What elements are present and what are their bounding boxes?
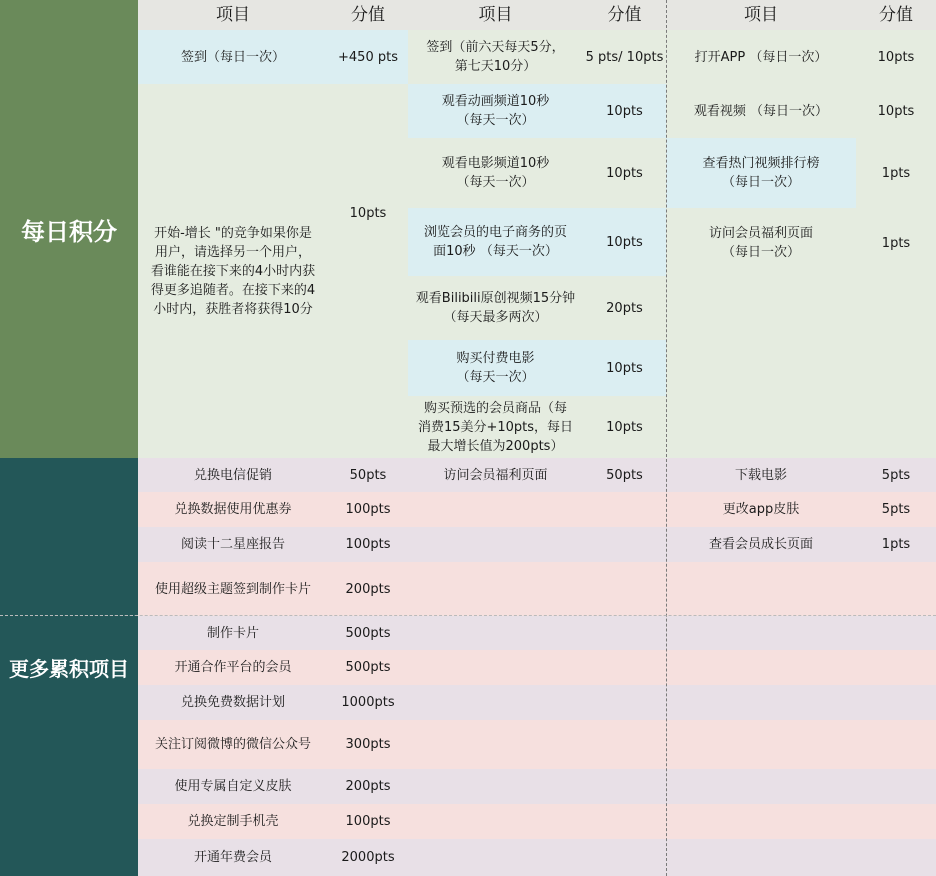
table-row: 访问会员福利页面 （每日一次） [666,208,856,278]
table-row: 兑换电信促销 [193,467,272,483]
table-row: 观看Bilibili原创视频15分钟 （每天最多两次） [408,276,583,340]
header-value-3: 分值 [856,0,936,30]
header-item-2: 项目 [408,0,583,30]
table-row: 浏览会员的电子商务的页 面10秒 （每天一次） [408,208,583,276]
row-value: +450 pts [328,30,408,84]
table-row [138,30,328,84]
table-row: 开通合作平台的会员 [174,660,292,675]
section-more-label: 更多累积项目 [9,656,129,681]
column-divider [666,0,667,876]
table-row: 更改app皮肤 [722,502,800,517]
row-value: 10pts [328,84,408,342]
row-value: 10pts [583,340,666,396]
row-value: 100pts [345,537,391,552]
row-value: 20pts [583,276,666,340]
row-value: 5pts [881,502,911,517]
row-value: 2000pts [341,850,395,865]
row-value: 10pts [856,84,936,138]
table-row: 关注订阅微博的微信公众号 [154,737,311,752]
row-value: 1pts [881,537,911,552]
section-divider [0,615,936,616]
empty-cell [666,278,936,458]
row-value: 10pts [583,208,666,276]
row-value: 10pts [856,30,936,84]
row-value: 10pts [583,84,666,138]
table-row: 兑换数据使用优惠券 [174,502,292,517]
section-daily-label: 每日积分 [21,217,117,246]
table-row: 购买预选的会员商品（每 消费15美分+10pts，每日 最大增长值为200pts） [408,396,583,458]
table-row: 制作卡片 [206,625,259,641]
row-value: 10pts [583,396,666,458]
header-value-2: 分值 [583,0,666,30]
table-row: 观看视频 （每日一次） [666,84,856,138]
row-value: 500pts [345,625,391,641]
table-row: 查看热门视频排行榜 （每日一次） [666,138,856,208]
row-value: 300pts [345,737,391,752]
row-value: 5pts [881,467,911,483]
row-label: 签到（每日一次） [180,49,285,65]
section-more-items [0,458,138,876]
row-value: 500pts [345,660,391,675]
table-row: 购买付费电影 （每天一次） [408,340,583,396]
row-value: 50pts [349,467,387,483]
table-row: 使用超级主题签到制作卡片 [154,581,311,597]
table-row [138,84,328,458]
table-row: 访问会员福利页面 [443,467,548,483]
table-row: 观看动画频道10秒 （每天一次） [408,84,583,138]
row-value: 100pts [345,814,391,829]
section-daily-points [0,0,138,458]
table-row: 阅读十二星座报告 [180,537,285,552]
table-row: 开通年费会员 [193,850,272,865]
row-value: 100pts [345,502,391,517]
header-value-1: 分值 [328,0,408,30]
row-value: 1pts [856,208,936,278]
row-value: 1pts [856,138,936,208]
row-value: 50pts [606,467,643,483]
row-value: 5 pts/ 10pts [583,30,666,84]
table-row: 打开APP （每日一次） [666,30,856,84]
table-row: 查看会员成长页面 [708,537,813,552]
header-item-3: 项目 [666,0,856,30]
table-row: 兑换定制手机壳 [187,814,279,829]
table-row: 下载电影 [734,467,787,483]
row-value: 10pts [583,138,666,208]
row-value: 200pts [345,581,391,597]
header-item-1: 项目 [138,0,328,30]
table-row: 使用专属自定义皮肤 [174,779,292,794]
table-row: 观看电影频道10秒 （每天一次） [408,138,583,208]
row-label: 开始-增长 "的竞争如果你是 用户，请选择另一个用户， 看谁能在接下来的4小时内获 得更多追随者。在接下来的4 小时内，获胜者将获得10分 [150,225,316,317]
row-value: 1000pts [341,695,395,710]
row-value: 200pts [345,779,391,794]
table-row: 兑换免费数据计划 [180,695,285,710]
table-row: 签到（前六天每天5分， 第七天10分） [408,30,583,84]
